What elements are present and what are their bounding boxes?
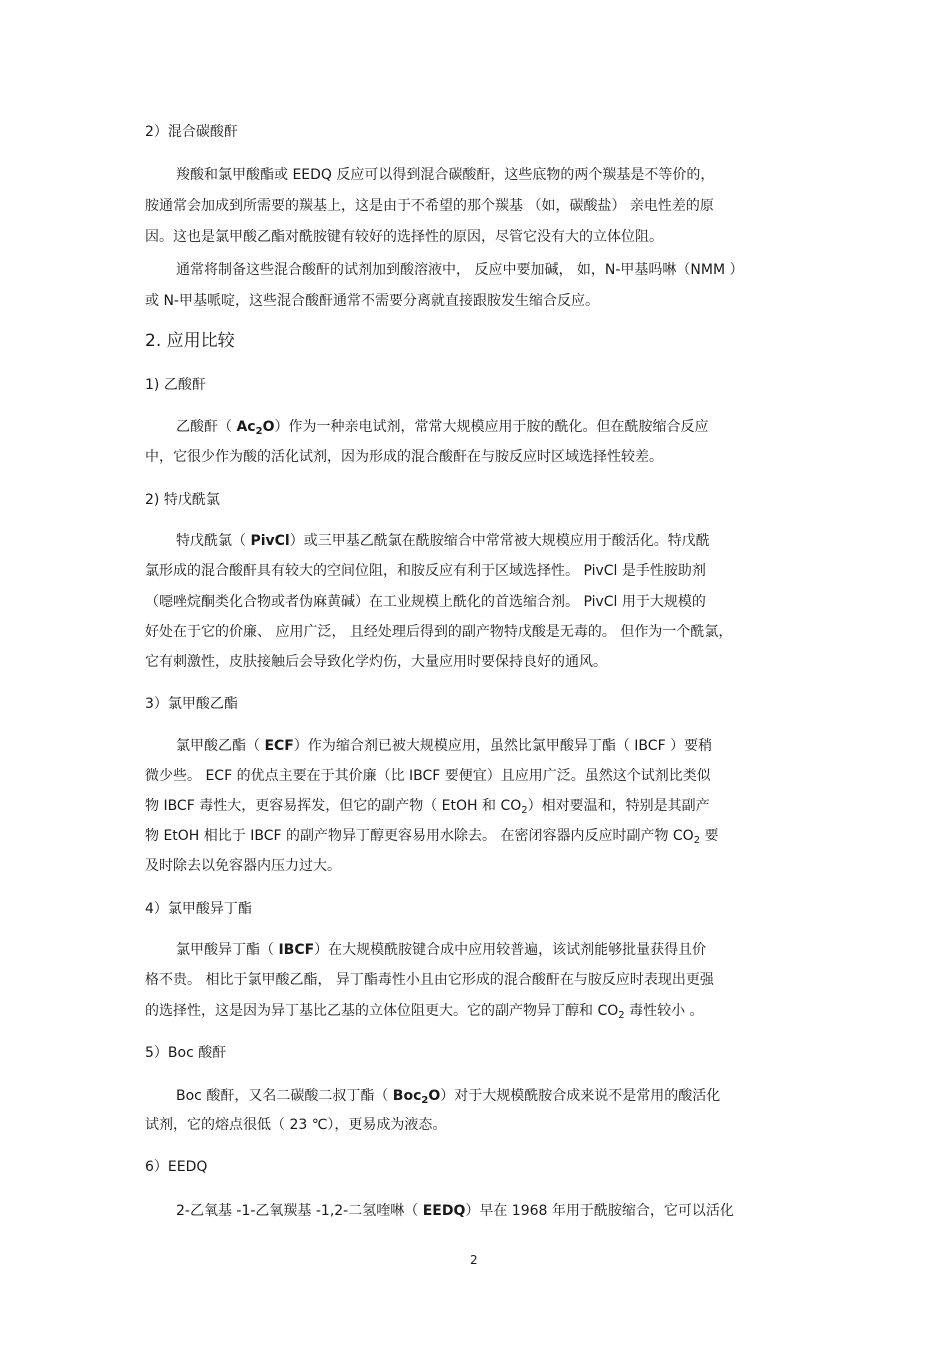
subsection-title-acetic-anhydride: 1) 乙酸酐 xyxy=(145,377,206,393)
paragraph-line: 物 IBCF 毒性大，更容易挥发，但它的副产物（ EtOH 和 $CO_2$）相对要温和，特别是其副产 xyxy=(145,798,710,816)
paragraph-line: Boc 酸酐，又名二碳酸二叔丁酯（ Boc$_2$O）对于大规模酰胺合成来说不是常用的酸活化 xyxy=(176,1088,721,1106)
paragraph-line: 特戊酰氯（ PivCl）或三甲基乙酰氯在酰胺缩合中常常被大规模应用于酸活化。特戊酰 xyxy=(176,533,710,549)
paragraph-line: （噁唑烷酮类化合物或者伪麻黄碱）在工业规模上酰化的首选缩合剂。 PivCl 用于大规模的 xyxy=(145,594,706,610)
subsection-title-ethyl-chloroformate: 3）氯甲酸乙酯 xyxy=(145,696,238,712)
paragraph-line: 氯甲酸异丁酯（ IBCF）在大规模酰胺键合成中应用较普遍，该试剂能够批量获得且价 xyxy=(176,942,707,958)
section-heading-application-comparison: 2. 应用比较 xyxy=(145,331,235,351)
paragraph-line: 羧酸和氯甲酸酯或 EEDQ 反应可以得到混合碳酸酐，这些底物的两个羰基是不等价的， xyxy=(176,167,715,183)
paragraph-line: 乙酸酐（ $Ac_2O$）作为一种亲电试剂，常常大规模应用于胺的酰化。但在酰胺缩合反应 xyxy=(176,419,709,437)
paragraph-line: 微少些。 ECF 的优点主要在于其价廉（比 IBCF 要便宜）且应用广泛。虽然这个试剂比类似 xyxy=(145,768,711,784)
page-number: 2 xyxy=(470,1253,478,1267)
subsection-title-pivaloyl-chloride: 2) 特戊酰氯 xyxy=(145,492,220,508)
paragraph-line: 氯形成的混合酸酐具有较大的空间位阻，和胺反应有利于区域选择性。 PivCl 是手性胺助剂 xyxy=(145,563,706,579)
paragraph-line: 胺通常会加成到所需要的羰基上，这是由于不希望的那个羰基 （如，碳酸盐） 亲电性差的原 xyxy=(145,198,714,214)
paragraph-line: 它有刺激性，皮肤接触后会导致化学灼伤，大量应用时要保持良好的通风。 xyxy=(145,654,607,670)
paragraph-line: 的选择性，这是因为异丁基比乙基的立体位阻更大。它的副产物异丁醇和 $CO_2$ 毒性较小 。 xyxy=(145,1003,704,1021)
paragraph-line: 试剂，它的熔点很低（ 23 ℃），更易成为液态。 xyxy=(145,1117,447,1133)
paragraph-line: 氯甲酸乙酯（ ECF）作为缩合剂已被大规模应用，虽然比氯甲酸异丁酯（ IBCF ）要稍 xyxy=(176,738,713,754)
paragraph-line: 及时除去以免容器内压力过大。 xyxy=(145,858,341,874)
subsection-title-boc-anhydride: 5）Boc 酸酐 xyxy=(145,1045,227,1061)
section-title-mixed-carbonic-anhydride: 2）混合碳酸酐 xyxy=(145,124,238,140)
paragraph-line: 或 N-甲基哌啶，这些混合酸酐通常不需要分离就直接跟胺发生缩合反应。 xyxy=(145,293,599,309)
paragraph-line: 2-乙氧基 -1-乙氧羰基 -1,2-二氢喹啉（ EEDQ）早在 1968 年用于酰胺缩合，它可以活化 xyxy=(176,1203,734,1219)
paragraph-line: 通常将制备这些混合酸酐的试剂加到酸溶液中， 反应中要加碱， 如，N-甲基吗啉（NMM ） xyxy=(176,262,744,278)
paragraph-line: 物 EtOH 相比于 IBCF 的副产物异丁醇更容易用水除去。 在密闭容器内反应时副产物 $CO_2$ 要 xyxy=(145,828,719,846)
subsection-title-isobutyl-chloroformate: 4）氯甲酸异丁酯 xyxy=(145,901,252,917)
paragraph-line: 格不贵。 相比于氯甲酸乙酯， 异丁酯毒性小且由它形成的混合酸酐在与胺反应时表现出更强 xyxy=(145,972,714,988)
paragraph-line: 因。这也是氯甲酸乙酯对酰胺键有较好的选择性的原因，尽管它没有大的立体位阻。 xyxy=(145,229,663,245)
paragraph-line: 好处在于它的价廉、 应用广泛， 且经处理后得到的副产物特戊酸是无毒的。 但作为一个酰氯， xyxy=(145,624,733,640)
subsection-title-eedq: 6）EEDQ xyxy=(145,1159,208,1175)
paragraph-line: 中，它很少作为酸的活化试剂，因为形成的混合酸酐在与胺反应时区域选择性较差。 xyxy=(145,449,663,465)
